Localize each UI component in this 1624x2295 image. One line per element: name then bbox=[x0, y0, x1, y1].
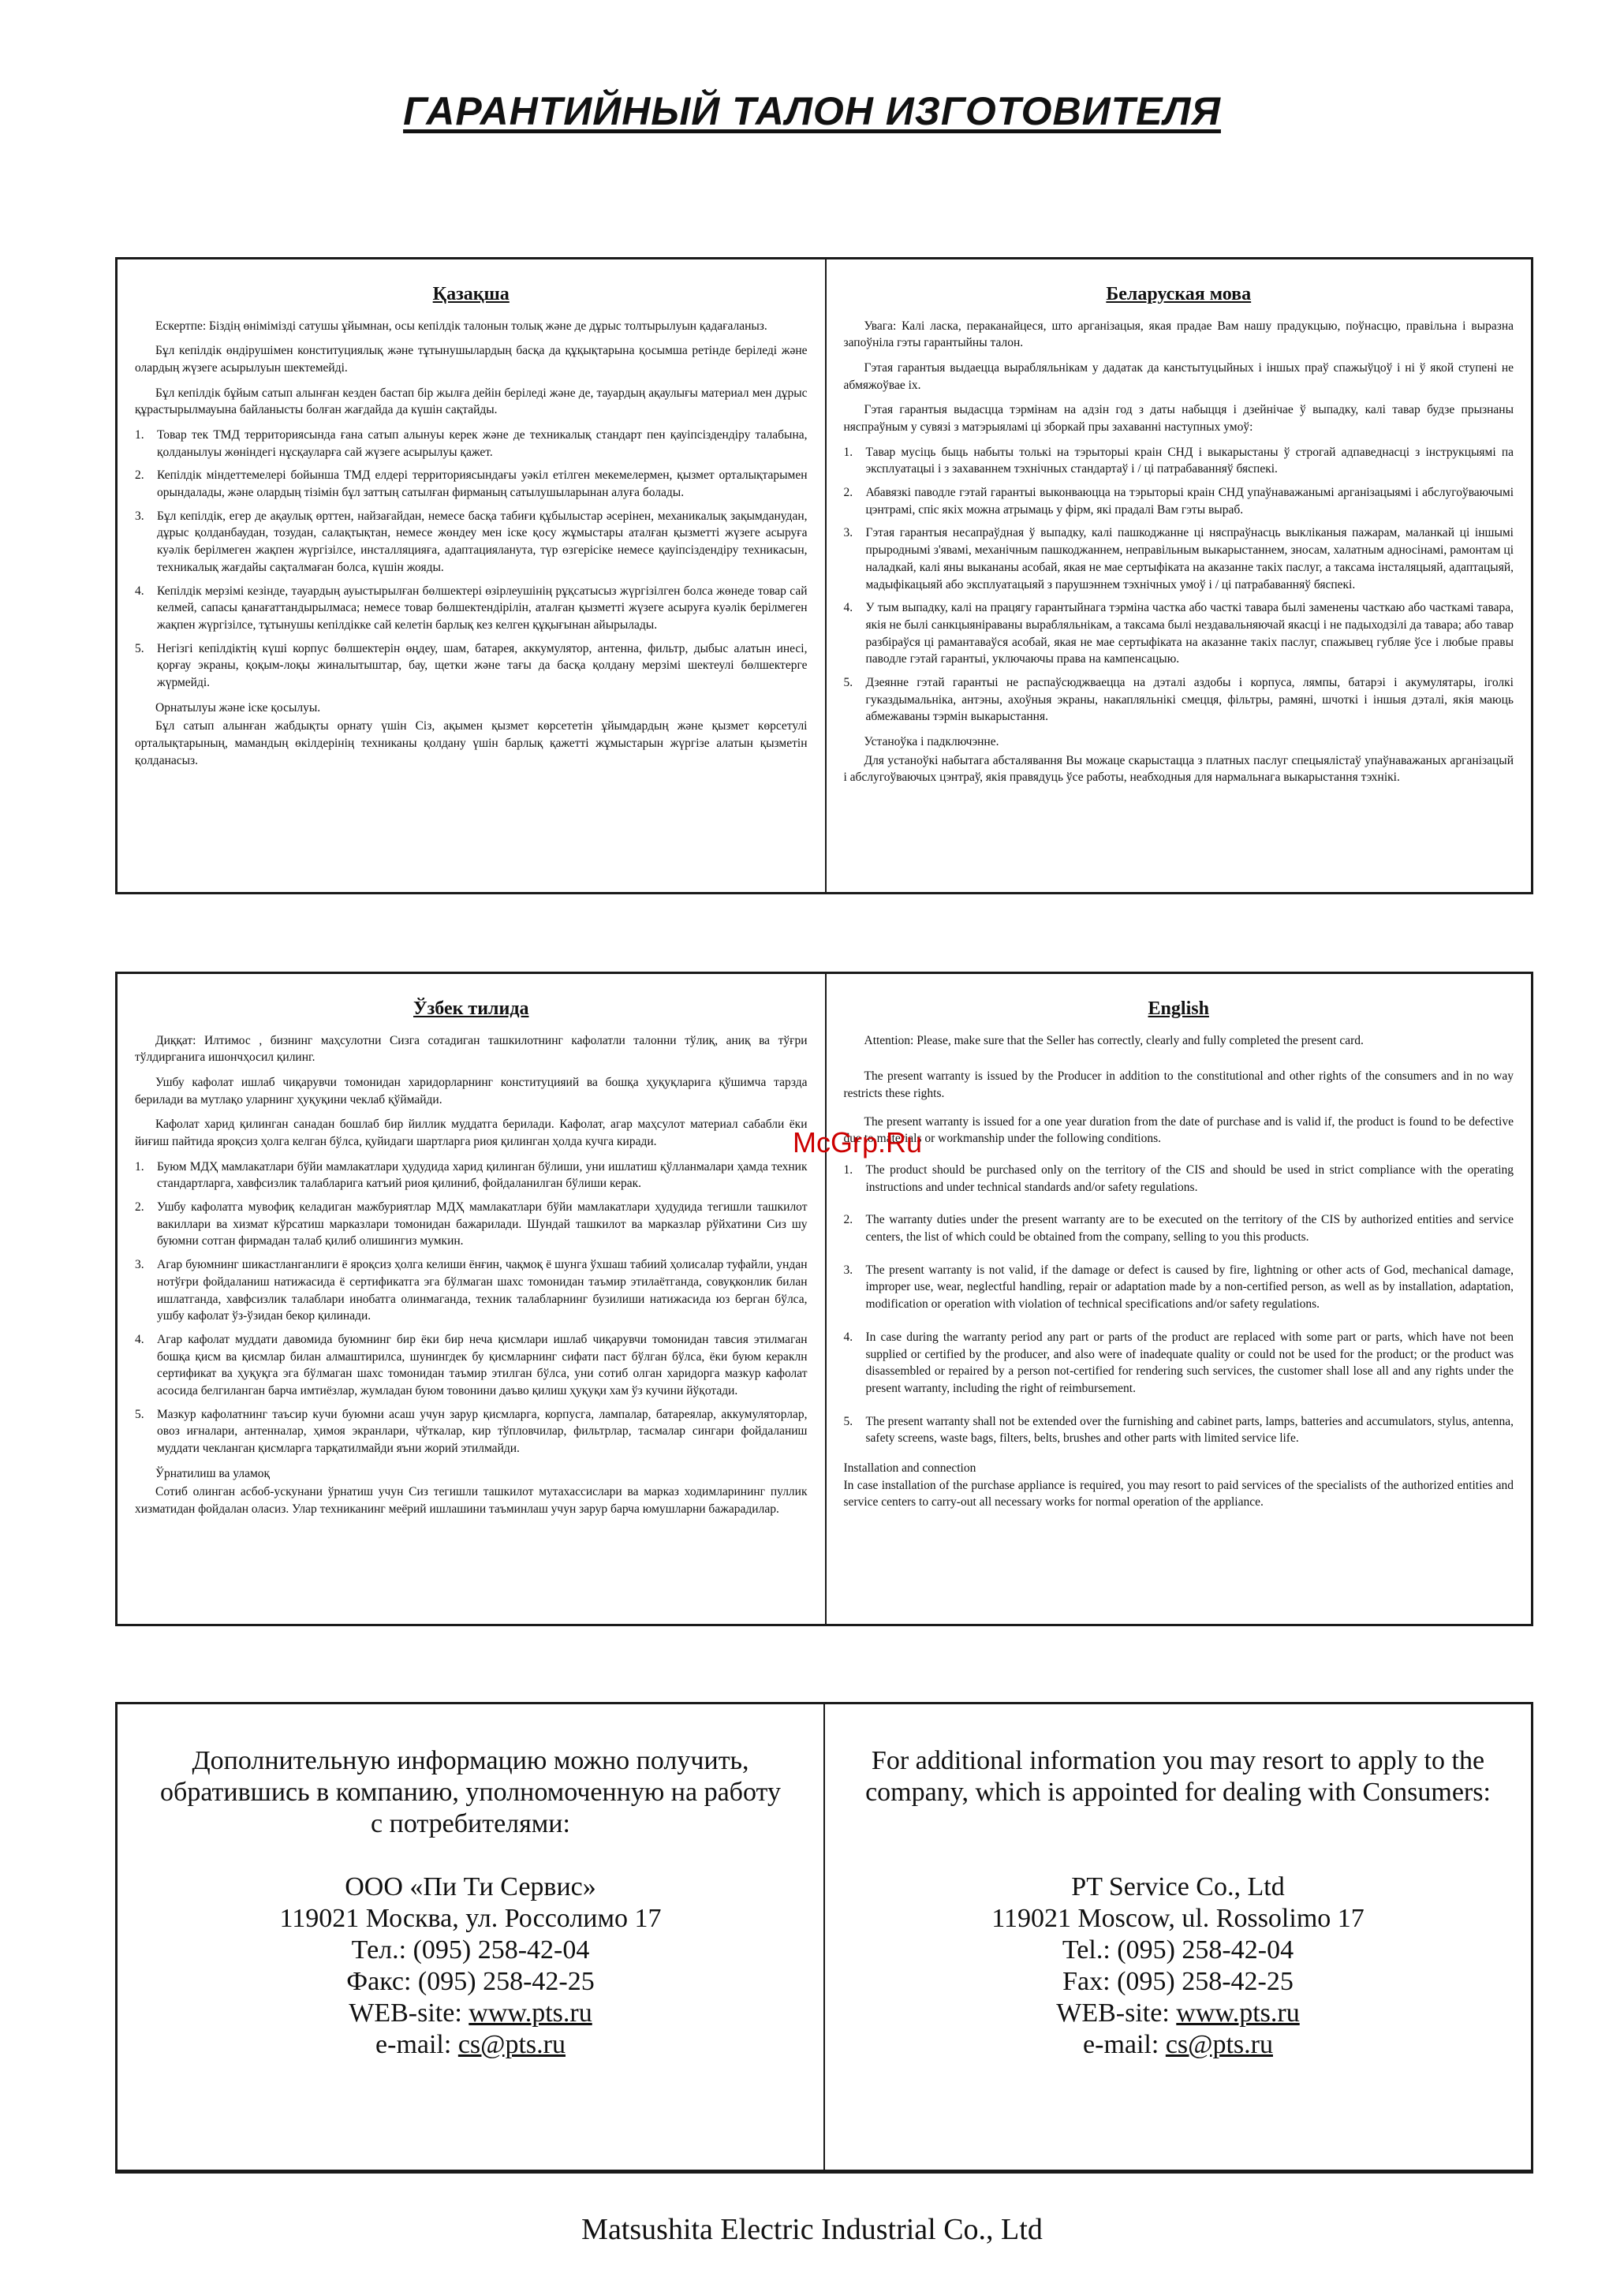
website-link[interactable]: www.pts.ru bbox=[1176, 1998, 1300, 2028]
list-item: 3. Бұл кепілдік, егер де ақаулық өрттен, найзағайдан, немесе басқа табиғи құбылыстар әсерінен, механикалық зақымданудан, дұрыс қолданбаудан, тозудан, салақтықтан, немесе жөндеу мен іске қосу жұмыстары аталған қызметті жүзеге асыруға куәлік берілмеген жақпен жүргізілсе, инсталляцияға, адаптацияланута, түр өзгерісіке немесе қауіпсіздендіру техникасын, техникалық жағдайы сақталмаған болса, күшін жояды. bbox=[135, 509, 808, 574]
warranty-box-kz-by bbox=[115, 257, 1533, 894]
contact-ru-address: 119021 Москва, ул. Россолимо 17 bbox=[279, 1904, 662, 1933]
belarus-heading: Беларуская мова bbox=[1106, 284, 1252, 304]
kazakh-column bbox=[118, 259, 825, 892]
contact-ru-line-1: Дополнительную информацию можно получить, bbox=[192, 1746, 749, 1775]
contact-ru-email bbox=[118, 2029, 823, 2061]
list-item: 5. Мазкур кафолатнинг таъсир кучи буюмни асаш учун зарур қисмларга, корпусга, лампалар, батареялар, аккумуляторлар, овоз иғналари, антенналар, ҳимоя экранлари, чўткалар, кир тўпловчилар, фильтрлар, тасмалар сингари фойдаланиш муддати чекланган қисмларга тарқатилмайди яъни жорий этилмайди. bbox=[135, 1407, 808, 1456]
list-item: 4. У тым выпадку, калі на працягу гарантыйнага тэрміна частка або часткі тавара былі заменены часткаю або часткамі тавара, якія не былі санкцыяніраваны вырабляльнікам, а таксама былі нездавальняючай якасці і не падыходзілі да тавара; або тавар разбіраўся ці рамантаваўся асобай, якая не мае сертыфіката на аказанне такіх паслуг, спажывец губляе ўсе і любые правы паводле гэтай гарантыі, уключаючы права на кампенсацыю. bbox=[843, 601, 1514, 666]
uzbek-intro-3: Кафолат харид қилинган санадан бошлаб бир йиллик муддатга берилади. Кафолат, агар маҳсулот материал сабабли ёки йиғиш пайтида яроқсиз ҳолга келган бўлса, қуйидаги шартларга риоя қилинган ҳолда кучга киради. bbox=[135, 1118, 808, 1149]
list-item: 2. The warranty duties under the present warranty are to be executed on the territory of the CIS by authorized entities and service centers, the list of which could be obtained from the company, selling to you this products. bbox=[843, 1213, 1514, 1245]
contact-en-address: 119021 Moscow, ul. Rossolimo 17 bbox=[991, 1904, 1365, 1933]
uzbek-install-title: Ўрнатилиш ва уламоқ bbox=[155, 1466, 271, 1480]
contact-en-line-2: company, which is appointed for dealing with Consumers: bbox=[865, 1778, 1491, 1807]
belarus-intro-2: Гэтая гарантыя выдаецца вырабляльнікам у дадатак да канстытуцыйных і іншых праў спажыўцоў і ні ў якой ступені не абмяжоўвае іх. bbox=[843, 360, 1514, 392]
kazakh-intro-3: Бұл кепілдік бұйым сатып алынған кезден бастап бір жылға дейін беріледі және де, тауардың ақаулығы материал мен дұрыс құрастырылмауына байланысты болған жағдайда да күшін сақтайды. bbox=[135, 386, 808, 417]
uzbek-heading: Ўзбек тилида bbox=[413, 998, 529, 1019]
contact-en-line-1: For additional information you may resort to apply to the bbox=[871, 1746, 1485, 1775]
belarus-conditions-list bbox=[844, 444, 1514, 726]
uzbek-conditions-list bbox=[135, 1159, 808, 1457]
uzbek-intro-1: Диққат: Илтимос , бизнинг маҳсулотни Сизга сотадиган ташкилотнинг кафолатли талонни тўлиқ, аниқ ва тўғри тўлдирганига ишончҳосил қилинг. bbox=[135, 1033, 808, 1065]
kazakh-install-title: Орнатылуы және іске қосылуы. bbox=[155, 700, 321, 715]
contact-ru-fax: Факс: (095) 258-42-25 bbox=[346, 1967, 595, 1996]
contact-en-web bbox=[825, 1998, 1531, 2029]
english-install-text: In case installation of the purchase appliance is required, you may resort to paid services of the specialists of the authorized entities and service centers to carry-out all necessary works for normal operation of the appliance. bbox=[843, 1478, 1514, 1509]
belarus-intro-1: Увага: Калі ласка, пераканайцеся, што арганізацыя, якая прадае Вам нашу прадукцыю, поўнасцю, правільна і выразна запоўніла гэты гарантыйны талон. bbox=[843, 319, 1514, 350]
warranty-box-uz-en bbox=[115, 972, 1533, 1626]
list-item: 3. The present warranty is not valid, if the damage or defect is caused by fire, lightning or other acts of God, mechanical damage, improper use, wear, neglectful handling, repair or adaptation made by a non-certified person, as well as by installation, adaptation, modification or operation with violation of technical specifications and/or safety regulations. bbox=[843, 1263, 1514, 1312]
contact-ru-line-3: с потребителями: bbox=[371, 1809, 570, 1838]
website-link[interactable]: www.pts.ru bbox=[469, 1998, 592, 2028]
english-intro-2: The present warranty is issued by the Producer in addition to the constitutional and other rights of the consumers and in no way restricts these rights. bbox=[843, 1069, 1514, 1100]
footer-company: Matsushita Electric Industrial Co., Ltd bbox=[581, 2213, 1043, 2246]
uzbek-intro-2: Ушбу кафолат ишлаб чиқарувчи томонидан харидорларнинг конституцияий ва бошқа ҳуқуқларига қўшимча тарзда берилади ва мутлақо уларнинг ҳуқуқини чеклаб қўймайди. bbox=[135, 1075, 808, 1106]
list-item: 1. The product should be purchased only on the territory of the CIS and should be used in strict compliance with the operating instructions and under technical standards and/or safety regulations. bbox=[843, 1163, 1514, 1194]
email-link[interactable]: cs@pts.ru bbox=[457, 2030, 566, 2059]
contact-ru-tel: Тел.: (095) 258-42-04 bbox=[351, 1935, 590, 1965]
kazakh-conditions-list bbox=[135, 427, 808, 692]
uzbek-install-text: Сотиб олинган асбоб-ускунани ўрнатиш учун Сиз тегишли ташкилот мутахассислари ва марказ ходимларининг пуллик хизматидан фойдалан оласиз. Улар техниканинг меёрий ишлашини таъминлаш учун зарур барча юмушларни бажарадилар. bbox=[135, 1485, 808, 1517]
contact-en-tel: Tel.: (095) 258-42-04 bbox=[1062, 1935, 1294, 1965]
contact-ru-line-2: обратившись в компанию, уполномоченную на работу bbox=[160, 1778, 781, 1807]
contact-en-fax: Fax: (095) 258-42-25 bbox=[1062, 1967, 1294, 1996]
belarus-install-title: Устаноўка і падключэнне. bbox=[864, 735, 999, 749]
list-item: 1. Тавар мусіць быць набыты толькі на тэрыторыі краін СНД і выкарыстаны ў строгай адпаведнасці з інструкцыямі па эксплуатацыі і з захаваннем тэхнічных стандартаў і / ці патрабаванняў бяспекі. bbox=[843, 445, 1514, 476]
page-title: ГАРАНТИЙНЫЙ ТАЛОН ИЗГОТОВИТЕЛЯ bbox=[403, 89, 1221, 133]
list-item: 4. Кепілдік мерзімі кезінде, тауардың ауыстырылған бөлшектері өзірлеушінің рұқсатысыз жүргізілген болса жөнеде товар сай келмей, сапасы қанағаттандырылмаса; немесе товар бөлшектендірілін, аталған қызметті жүзеге асыруға куәлік берілмеген жақпен жүргізілсе, тұтынушы кепілдікке сай келетін барлық кез келген құқығынан айырылады. bbox=[135, 584, 808, 632]
email-label: e-mail: bbox=[375, 2030, 458, 2059]
english-install-title: Installation and connection bbox=[843, 1461, 976, 1475]
list-item: 4. In case during the warranty period any part or parts of the product are replaced with some part or parts, which have not been supplied or certified by the producer, and also were of inadequate quality or could not be used for the product; or the product was disassembled or repaired by a person not-certified for rendering such services, the customer shall lose all and any rights under the present warranty, including the right of reimbursement. bbox=[843, 1330, 1514, 1395]
web-label: WEB-site: bbox=[1056, 1998, 1177, 2028]
email-link[interactable]: cs@pts.ru bbox=[1165, 2030, 1273, 2059]
english-conditions-list bbox=[844, 1162, 1514, 1447]
list-item: 2. Ушбу кафолатга мувофиқ келадиган мажбуриятлар МДҲ мамлакатлари бўйи мамлакатлари ҳудудида тегишли ташкилот вакиллари ва хизмат кўрсатиш марказлари томонидан бажарилади. Шундай ташкилот ва марказлар рўйхатини Сиз шу буюмни сотган фирмадан талаб қилиб олишингиз мумкин. bbox=[135, 1200, 808, 1248]
kazakh-intro-2: Бұл кепілдік өндірушімен конституциялық және тұтынушылардың басқа да құқықтарына қосымша ретінде беріледі және олардың жүзеге асырылуын шектемейді. bbox=[135, 344, 808, 375]
english-column bbox=[825, 974, 1532, 1624]
belarus-install-text: Для устаноўкі набытага абсталявання Вы можаце скарыстацца з платных паслуг спецыялістаў упаўнаважаных арганізацый і абслугоўваючых цэнтраў, якія правядуць ўсе работы, неабходныя для нармальнага выкарыстання тэхнікі. bbox=[843, 753, 1514, 785]
list-item: 2. Абавязкі паводле гэтай гарантыі выконваюцца на тэрыторыі краін СНД упаўнаважанымі арганізацыямі і абслугоўваючымі цэнтрамі, спіс якіх можна атрымаць у фірм, які прадалі Вам гэты выраб. bbox=[843, 486, 1514, 517]
list-item: 5. The present warranty shall not be extended over the furnishing and cabinet parts, lamps, batteries and accumulators, stylus, antenna, safety screens, waste bags, filters, belts, brushes and other parts with limited service life. bbox=[843, 1414, 1514, 1446]
english-intro-1: Attention: Please, make sure that the Seller has correctly, clearly and fully completed the present card. bbox=[864, 1033, 1364, 1047]
contact-en-email bbox=[825, 2029, 1531, 2061]
contact-ru-company: ООО «Пи Ти Сервис» bbox=[345, 1872, 596, 1901]
list-item: 4. Агар кафолат муддати давомида буюмнинг бир ёки бир неча қисмлари ишлаб чиқарувчи томонидан тавсия этилмаган бошқа қисм ва қисмлар билан алмаштирилса, шунингдек бу қисмларнинг сифати паст бўлган бўлса, ёки буюм кераклн сертификат ва ҳуқуқга эга бўлмаган шахс томонидан таъмир этилган бўлса, уни сотиб олган харидорга мазкур кафолат асосида белгиланган барча имтиёзлар, жумладан буюм товонини даъво қилиш ҳуқуқи хам ўз кучини йўқотади. bbox=[135, 1332, 808, 1398]
list-item: 3. Агар буюмнинг шикастланганлиги ё яроқсиз ҳолга келиши ёнғин, чақмоқ ё шунга ўхшаш табиий ҳолисалар туфайли, ундан нотўғри фойдаланиш натижасида ё сертификатга эга бўлмаган шахс томонидан таъмир этилаётганда, совуқконлик билан ишлатганда, хавфсизлик талаблари инобатга олинмаганда, техник талабларнинг бузилиши натижасида юз берган бўлса, ушбу кафолат ўз-ўзидан бекор қилинади. bbox=[135, 1258, 808, 1323]
web-label: WEB-site: bbox=[349, 1998, 469, 2028]
watermark: McGrp.Ru bbox=[793, 1126, 923, 1159]
english-heading: English bbox=[1148, 998, 1209, 1019]
contact-box bbox=[115, 1702, 1533, 2174]
kazakh-install-text: Бұл сатып алынған жабдықты орнату үшін Сіз, ақымен қызмет көрсететін ұйымдардың және қызмет көрсетулі орталықтарының, мамандың өкілдерінің техниканы қолдану үшін барлық қажетті жұмыстарын жүргізе алатын қызметін қолданасыз. bbox=[135, 719, 808, 767]
english-intro-3: The present warranty is issued for a one year duration from the date of purchase and is valid if, the product is found to be defective due to materials or workmanship under the following conditions. bbox=[843, 1114, 1514, 1146]
list-item: 2. Кепілдік міндеттемелері бойынша ТМД елдері территориясындағы уәкіл етілген мекемелермен, қызмет орталықтарымен орындалады, және олардың тізімін бұл заттың сатылған фирманың сатылушыларынан алуға болады. bbox=[135, 468, 808, 500]
contact-en bbox=[823, 1704, 1531, 2170]
contact-en-company: PT Service Co., Ltd bbox=[1071, 1872, 1285, 1901]
uzbek-column bbox=[118, 974, 825, 1624]
list-item: 5. Дзеянне гэтай гарантыі не распаўсюджваецца на дэталі аздобы і корпуса, лямпы, батарэі і акумулятары, іголкі гуказдымальніка, антэны, ахоўныя экраны, накапляльнікі смецця, фільтры, рамяні, шчоткі і іншыя дэталі, якія маюць абмежаваны тэрмін выкарыстання. bbox=[843, 675, 1514, 724]
list-item: 3. Гэтая гарантыя несапраўдная ў выпадку, калі пашкоджанне ці няспраўнасць выкліканыя пажарам, маланкай ці іншымі прыроднымі з'явамі, механічным пашкоджаннем, неправільным выкарыстаннем, зносам, халатным адносінамі, рамонтам ці наладкай, калі яны выкананы асобай, якая не мае сертыфіката на аказанне такіх паслуг, а таксама інсталяцыяй, адаптацыяй, мадыфікацыяй або эксплуатацыяй з парушэннем тэхнічных умоў і / ці патрабаванняў бяспекі. bbox=[843, 526, 1514, 591]
list-item: 5. Негізгі кепілдіктің күші корпус бөлшектерін өңдеу, шам, батарея, аккумулятор, антенна, фильтр, дыбыс алатын инесі, қорғау экраны, қоқым-лоқы жиналытыштар, бау, щетки және тағы да басқа қолдану мерзімі шектеулі бөлшектерге жүрмейді. bbox=[135, 641, 808, 689]
belarus-column bbox=[825, 259, 1532, 892]
belarus-intro-3: Гэтая гарантыя выдасцца тэрмінам на адзін год з даты набыцця і дзейнічае ў выпадку, калі тавар будзе прызнаны няспраўным у сувязі з матэрыяламі ці зборкай пры захаванні наступных умоў: bbox=[843, 403, 1514, 435]
contact-ru-web bbox=[118, 1998, 823, 2029]
contact-ru bbox=[118, 1704, 823, 2170]
list-item: 1. Буюм МДҲ мамлакатлари бўйи мамлакатлари ҳудудида харид қилинган бўлиши, уни ишлатиш қўлланмалари ҳамда техник стандартларга, хавфсизлик талабларига катъий риоя қилиниб, фойдаланилган бўлиши керак. bbox=[135, 1159, 808, 1191]
list-item: 1. Товар тек ТМД территориясында ғана сатып алынуы керек және де техникалық стандарт пен қауіпсіздендіру талабына, қолданылуы жөніндегі нұсқауларға сай жүзеге асырылуы қажет. bbox=[135, 428, 808, 459]
kazakh-heading: Қазақша bbox=[432, 284, 510, 304]
kazakh-intro-1: Ескертпе: Біздің өніміміздi сатушы ұйымнан, осы кепілдік талонын толық және де дұрыс толтырылуын қадағаланыз. bbox=[155, 319, 767, 333]
email-label: e-mail: bbox=[1083, 2030, 1166, 2059]
